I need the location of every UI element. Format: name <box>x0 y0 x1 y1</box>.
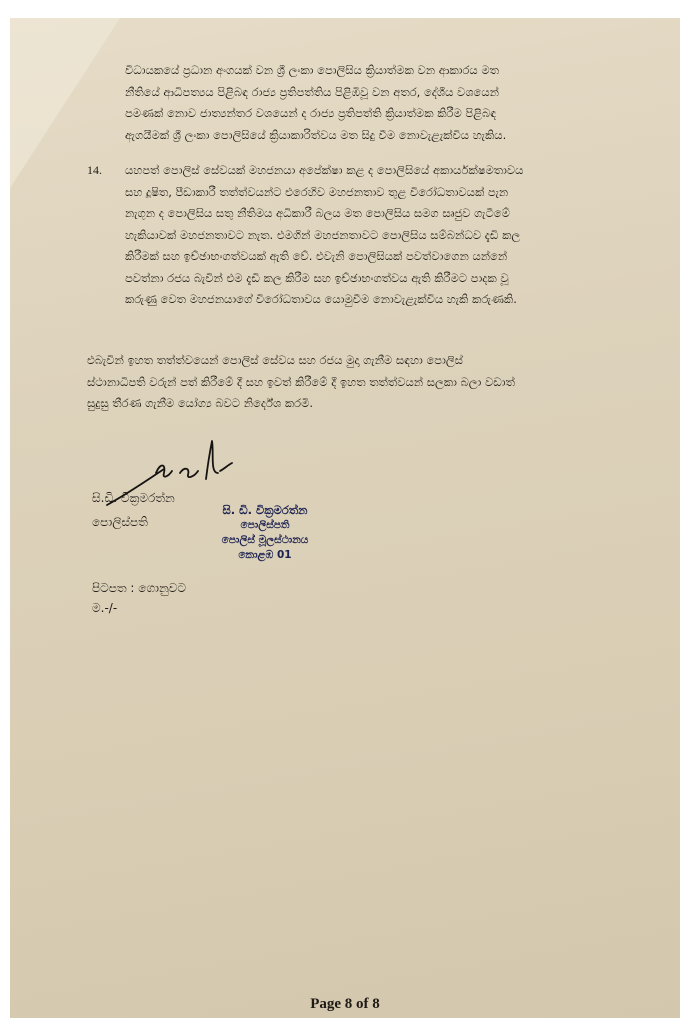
reference-label: ම.-/- <box>92 601 118 615</box>
document-page <box>10 18 680 1018</box>
text-line: පමණක් නොව ජාත්‍යන්තර වශයෙන් ද රාජ්‍ය ප්‍රතිපත්ති ක්‍රියාත්මක කිරීම පිළිබඳ <box>125 106 497 120</box>
text-line: එබැවින් ඉහත තත්ත්වයෙන් පොලිස් සේවය සහ රජය මුදා ගැනීම සඳහා පොලිස් <box>87 353 463 367</box>
text-line: පවත්නා රජය බැවින් එම දැඩි කල කිරීම සහ ඉච්ඡාභංගත්වය ඇති කිරීමට පාදක වූ <box>125 270 509 285</box>
stamp-title: පොලිස්පති <box>240 519 290 531</box>
text-line: සුදුසු තීරණ ගැනීම යෝග්‍ය බවට නිර්දේශ කරමි. <box>87 396 314 410</box>
text-line: සහ දූෂිත, පීඩාකාරී තත්ත්වයන්ට එරෙහිව මහජනතාව තුළ විරෝධතාවයක් පැන <box>125 184 509 199</box>
stamp-name: සි. ඩි. වික්‍රමරත්න <box>222 503 308 517</box>
stamp-office: පොලිස් මූලස්ථානය <box>221 534 309 546</box>
paragraph-number: 14. <box>87 163 102 177</box>
paragraph-14 <box>125 160 641 311</box>
page-number: Page 8 of 8 <box>310 996 380 1012</box>
official-stamp <box>210 503 320 563</box>
text-line: හැකියාවක් මහජනතාවට නැත. එමගින් මහජනතාවට පොලිසිය සම්බන්ධව දැඩි කල <box>125 227 521 242</box>
text-line: ඇගයීමක් ශ්‍රී ලංකා පොලිසියේ ක්‍රියාකාරිත්වය මත සිදු වීම නොවැළැක්විය හැකිය. <box>125 127 507 142</box>
text-line: කිරීමක් සහ ඉච්ඡාභංගත්වයක් ඇති වේ. එවැනි පොලිසියක් පවත්වාගෙන යන්නේ <box>125 249 508 263</box>
signer-name: සි.ඩි. වික්‍රමරත්න <box>92 491 175 505</box>
text-line: විධායකයේ ප්‍රධාන අංගයක් වන ශ්‍රී ලංකා පොලිසිය ක්‍රියාත්මක වන ආකාරය මත <box>125 63 499 77</box>
paragraph-continued <box>125 60 641 146</box>
signer-title: පොලිස්පති <box>92 515 148 529</box>
text-line: නැගුන ද පොලිසිය සතු නීතිමය අධිකාරී බලය මත පොලිසිය සමග සෘජුව ගැටීමේ <box>125 206 510 220</box>
stamp-city: කොළඹ 01 <box>238 549 292 561</box>
copy-to-label: පිටපත : ගොනුවට <box>92 581 186 595</box>
closing-paragraph <box>87 350 647 415</box>
page-fold-shadow <box>10 18 120 188</box>
text-line: කරුණු වෙත මහජනයාගේ විරෝධතාවය යොමුවීම නොවැළැක්විය හැකි කරුණකි. <box>125 292 517 306</box>
text-line: ස්ථානාධිපති වරුන් පත් කිරීමේ දී සහ ඉවත් කිරීමේ දී ඉහත තත්ත්වයන් සලකා බලා වඩාත් <box>87 374 515 389</box>
text-line: යහපත් පොලිස් සේවයක් මහජනයා අපේක්ෂා කළ ද පොලිසියේ අකාර්යක්ෂමතාවය <box>125 163 524 177</box>
text-line: නීතියේ ආධිපත්‍යය පිළිබඳ රාජ්‍ය ප්‍රතිපත්තිය පිළිඹිවූ වන අතර, දේශීය වශයෙන් <box>125 84 499 99</box>
